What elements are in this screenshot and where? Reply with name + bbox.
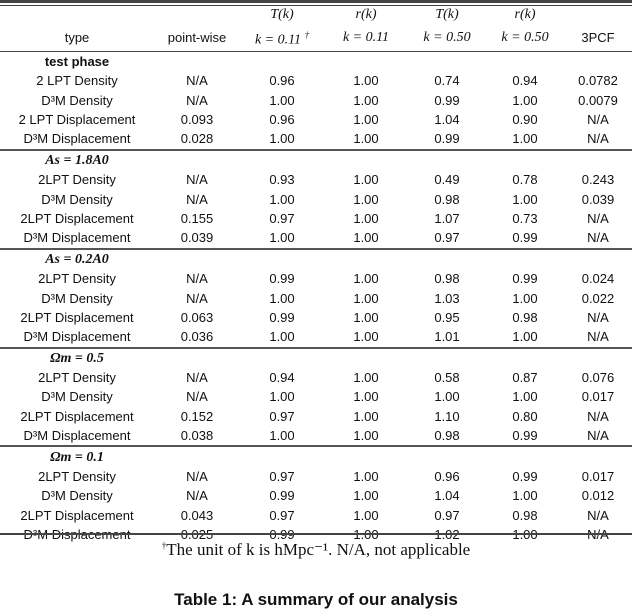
table-row xyxy=(0,90,632,109)
table-cell: N/A xyxy=(587,309,609,325)
table-row xyxy=(0,387,632,406)
table-cell: 0.97 xyxy=(434,230,460,246)
table-cell: N/A xyxy=(186,469,208,485)
header-pointwise: point-wise xyxy=(167,30,227,46)
table-cell: 0.73 xyxy=(512,210,538,226)
table-cell: 0.99 xyxy=(269,488,295,504)
table-row xyxy=(0,71,632,90)
row-label: D³M Density xyxy=(41,290,113,306)
table-cell: 0.99 xyxy=(512,230,538,246)
table-cell: 0.99 xyxy=(512,271,538,287)
header-col-3-bottom: k = 0.50 xyxy=(423,30,471,46)
empty-cell xyxy=(486,150,564,170)
table-row xyxy=(0,407,632,426)
table-cell: 1.00 xyxy=(353,370,379,386)
table-row xyxy=(0,368,632,387)
table-cell: 0.99 xyxy=(512,469,538,485)
table-cell: 1.00 xyxy=(512,329,538,345)
table-caption: Table 1: A summary of our analysis xyxy=(174,590,458,609)
table-cell: 1.00 xyxy=(269,329,295,345)
empty-cell xyxy=(324,150,408,170)
table-cell: 0.90 xyxy=(512,112,538,128)
row-label: 2 LPT Density xyxy=(36,73,118,89)
table-cell: N/A xyxy=(587,131,609,147)
table-row xyxy=(0,486,632,505)
table-row xyxy=(0,189,632,208)
table-row xyxy=(0,426,632,446)
section-title: Ωm = 0.1 xyxy=(0,446,154,466)
table-row xyxy=(0,170,632,189)
table-row xyxy=(0,308,632,327)
table-cell: 1.00 xyxy=(353,408,379,424)
table-row xyxy=(0,269,632,288)
empty-cell xyxy=(408,249,486,269)
table-cell: 1.00 xyxy=(269,230,295,246)
dagger-mark: † xyxy=(304,30,310,40)
table-cell: 0.98 xyxy=(434,271,460,287)
results-table xyxy=(0,4,632,544)
header-col-4-top: r(k) xyxy=(514,7,536,22)
table-cell: 1.00 xyxy=(434,389,460,405)
table-cell: 0.017 xyxy=(581,469,615,485)
row-label: 2LPT Displacement xyxy=(20,309,134,325)
table-cell: 0.80 xyxy=(512,408,538,424)
table-cell: 0.022 xyxy=(581,290,615,306)
table-row xyxy=(0,506,632,525)
empty-cell xyxy=(324,51,408,71)
table-cell: 0.98 xyxy=(512,507,538,523)
empty-cell xyxy=(324,446,408,466)
section-title: test phase xyxy=(44,53,110,69)
table-cell: 1.00 xyxy=(353,92,379,108)
table-cell: 0.97 xyxy=(269,408,295,424)
header-col-4-bottom: k = 0.50 xyxy=(501,30,549,46)
row-label: 2LPT Density xyxy=(38,271,116,287)
table-cell: 0.94 xyxy=(512,73,538,89)
empty-cell xyxy=(564,249,632,269)
row-label: 2 LPT Displacement xyxy=(18,112,136,128)
empty-cell xyxy=(486,51,564,71)
empty-cell xyxy=(154,249,240,269)
table-cell: 0.155 xyxy=(180,210,214,226)
row-label: D³M Displacement xyxy=(23,428,131,444)
section-header xyxy=(0,348,632,368)
table-cell: 0.0079 xyxy=(578,92,618,108)
table-cell: 1.00 xyxy=(353,389,379,405)
empty-cell xyxy=(324,249,408,269)
header-col-1-k: k = 0.11 xyxy=(254,32,302,48)
header-row-top xyxy=(0,4,632,25)
table-cell: 0.076 xyxy=(581,370,615,386)
table-cell: 0.152 xyxy=(180,408,214,424)
table-cell: 0.028 xyxy=(180,131,214,147)
empty-cell xyxy=(564,51,632,71)
empty-cell xyxy=(154,51,240,71)
footnote-text: The unit of k is hMpc⁻¹. N/A, not applicable xyxy=(166,540,471,559)
table-cell: 0.99 xyxy=(269,309,295,325)
table-cell: 1.00 xyxy=(512,488,538,504)
table-cell: 0.99 xyxy=(434,92,460,108)
row-label: D³M Density xyxy=(41,92,113,108)
top-rule xyxy=(0,0,632,3)
table-cell: 0.039 xyxy=(180,230,214,246)
table-cell: 1.00 xyxy=(353,469,379,485)
row-label: 2LPT Displacement xyxy=(20,507,134,523)
empty-cell xyxy=(564,150,632,170)
table-cell: 0.0782 xyxy=(578,73,618,89)
table-cell: 1.10 xyxy=(434,408,460,424)
row-label: D³M Displacement xyxy=(23,329,131,345)
section-header xyxy=(0,446,632,466)
table-cell: 0.243 xyxy=(581,172,615,188)
table-cell: N/A xyxy=(587,112,609,128)
table-cell: 1.03 xyxy=(434,290,460,306)
header-col-1-top: T(k) xyxy=(270,7,294,22)
table-cell: 0.49 xyxy=(434,172,460,188)
header-col-2-top: r(k) xyxy=(355,7,377,22)
footnote xyxy=(0,540,632,560)
table-cell: 1.04 xyxy=(434,112,460,128)
table-cell: 0.98 xyxy=(434,191,460,207)
table-cell: 0.093 xyxy=(180,112,214,128)
table-cell: N/A xyxy=(186,370,208,386)
empty-cell xyxy=(240,150,324,170)
table-row xyxy=(0,129,632,149)
table-cell: 0.97 xyxy=(269,469,295,485)
header-col-2-bottom: k = 0.11 xyxy=(342,30,390,46)
row-label: 2LPT Density xyxy=(38,172,116,188)
row-label: D³M Density xyxy=(41,488,113,504)
table-cell: 1.00 xyxy=(353,329,379,345)
table-cell: 0.74 xyxy=(434,73,460,89)
table-cell: 0.95 xyxy=(434,309,460,325)
empty-cell xyxy=(408,51,486,71)
table-cell: 1.00 xyxy=(512,92,538,108)
table-cell: 0.97 xyxy=(269,210,295,226)
table-cell: 0.043 xyxy=(180,507,214,523)
table-cell: 1.00 xyxy=(353,210,379,226)
empty-cell xyxy=(154,446,240,466)
empty-cell xyxy=(408,150,486,170)
table-cell: N/A xyxy=(186,92,208,108)
table-cell: 0.036 xyxy=(180,329,214,345)
empty-cell xyxy=(240,348,324,368)
table-cell: 1.00 xyxy=(269,191,295,207)
row-label: D³M Density xyxy=(41,389,113,405)
empty-cell xyxy=(154,348,240,368)
table-cell: 0.99 xyxy=(512,428,538,444)
section-header xyxy=(0,249,632,269)
table-cell: N/A xyxy=(587,230,609,246)
table-row xyxy=(0,327,632,347)
empty-cell xyxy=(486,348,564,368)
table-row xyxy=(0,228,632,248)
table-cell: 0.94 xyxy=(269,370,295,386)
table-cell: 1.00 xyxy=(269,389,295,405)
section-header xyxy=(0,150,632,170)
table-cell: 0.96 xyxy=(434,469,460,485)
section-header xyxy=(0,51,632,71)
table-cell: 1.00 xyxy=(512,191,538,207)
table-cell: N/A xyxy=(587,408,609,424)
empty-cell xyxy=(564,446,632,466)
table-cell: 1.07 xyxy=(434,210,460,226)
empty-cell xyxy=(408,446,486,466)
table-cell: 1.00 xyxy=(353,309,379,325)
header-3pcf: 3PCF xyxy=(581,30,615,46)
table-cell: N/A xyxy=(587,329,609,345)
empty-cell xyxy=(564,348,632,368)
table-cell: 1.00 xyxy=(353,112,379,128)
row-label: 2LPT Density xyxy=(38,469,116,485)
table-cell: 0.99 xyxy=(269,271,295,287)
table-cell: 1.01 xyxy=(434,329,460,345)
table-cell: 0.063 xyxy=(180,309,214,325)
table-cell: 0.97 xyxy=(269,507,295,523)
table-row xyxy=(0,209,632,228)
table-cell: 1.00 xyxy=(353,428,379,444)
table-cell: N/A xyxy=(186,73,208,89)
table-cell: 1.00 xyxy=(512,290,538,306)
table-cell: N/A xyxy=(186,271,208,287)
empty-cell xyxy=(486,446,564,466)
row-label: D³M Displacement xyxy=(23,230,131,246)
table-cell: 1.00 xyxy=(353,172,379,188)
section-title: As = 1.8A0 xyxy=(0,150,154,170)
empty-cell xyxy=(240,51,324,71)
empty-cell xyxy=(486,249,564,269)
footnote-dagger: † xyxy=(161,540,167,551)
section-title: As = 0.2A0 xyxy=(0,249,154,269)
table-cell: 0.78 xyxy=(512,172,538,188)
table-cell: 0.98 xyxy=(434,428,460,444)
bottom-rule xyxy=(0,533,632,535)
header-col-1-bottom xyxy=(240,25,324,51)
table-cell: N/A xyxy=(186,290,208,306)
table-cell: 0.96 xyxy=(269,112,295,128)
table-cell: 0.038 xyxy=(180,428,214,444)
empty-cell xyxy=(154,150,240,170)
table-cell: 0.017 xyxy=(581,389,615,405)
row-label: D³M Displacement xyxy=(23,131,131,147)
table-cell: 1.00 xyxy=(353,271,379,287)
table-cell: 0.99 xyxy=(434,131,460,147)
table-cell: 1.00 xyxy=(353,73,379,89)
table-cell: 0.87 xyxy=(512,370,538,386)
row-label: 2LPT Density xyxy=(38,370,116,386)
header-row-bottom xyxy=(0,25,632,51)
table-cell: N/A xyxy=(587,428,609,444)
table-cell: N/A xyxy=(587,210,609,226)
table-row xyxy=(0,467,632,486)
table-cell: N/A xyxy=(186,488,208,504)
table-cell: 0.58 xyxy=(434,370,460,386)
table-row xyxy=(0,110,632,129)
table-row xyxy=(0,288,632,307)
empty-cell xyxy=(324,348,408,368)
row-label: 2LPT Displacement xyxy=(20,210,134,226)
table-cell: 0.93 xyxy=(269,172,295,188)
table-cell: 1.00 xyxy=(353,131,379,147)
section-title: Ωm = 0.5 xyxy=(0,348,154,368)
empty-cell xyxy=(240,249,324,269)
table-cell: N/A xyxy=(186,172,208,188)
row-label: 2LPT Displacement xyxy=(20,408,134,424)
table-cell: 0.012 xyxy=(581,488,615,504)
table-cell: 1.00 xyxy=(512,389,538,405)
row-label: D³M Density xyxy=(41,191,113,207)
table-cell: N/A xyxy=(186,191,208,207)
table-cell: 1.00 xyxy=(353,507,379,523)
table-cell: 1.00 xyxy=(353,488,379,504)
table-cell: 1.00 xyxy=(269,428,295,444)
table-cell: 1.00 xyxy=(269,131,295,147)
table-cell: 1.00 xyxy=(269,290,295,306)
table-cell: 1.00 xyxy=(269,92,295,108)
table-cell: 0.97 xyxy=(434,507,460,523)
empty-cell xyxy=(240,446,324,466)
table-cell: 0.024 xyxy=(581,271,615,287)
table-cell: 0.039 xyxy=(581,191,615,207)
table-cell: 1.00 xyxy=(512,131,538,147)
table-cell: 1.00 xyxy=(353,290,379,306)
header-type: type xyxy=(64,30,90,46)
table-cell: 0.96 xyxy=(269,73,295,89)
table-cell: N/A xyxy=(186,389,208,405)
empty-cell xyxy=(408,348,486,368)
table-cell: N/A xyxy=(587,507,609,523)
table-cell: 1.00 xyxy=(353,230,379,246)
table-cell: 1.04 xyxy=(434,488,460,504)
header-col-3-top: T(k) xyxy=(435,7,459,22)
table-cell: 0.98 xyxy=(512,309,538,325)
table-cell: 1.00 xyxy=(353,191,379,207)
